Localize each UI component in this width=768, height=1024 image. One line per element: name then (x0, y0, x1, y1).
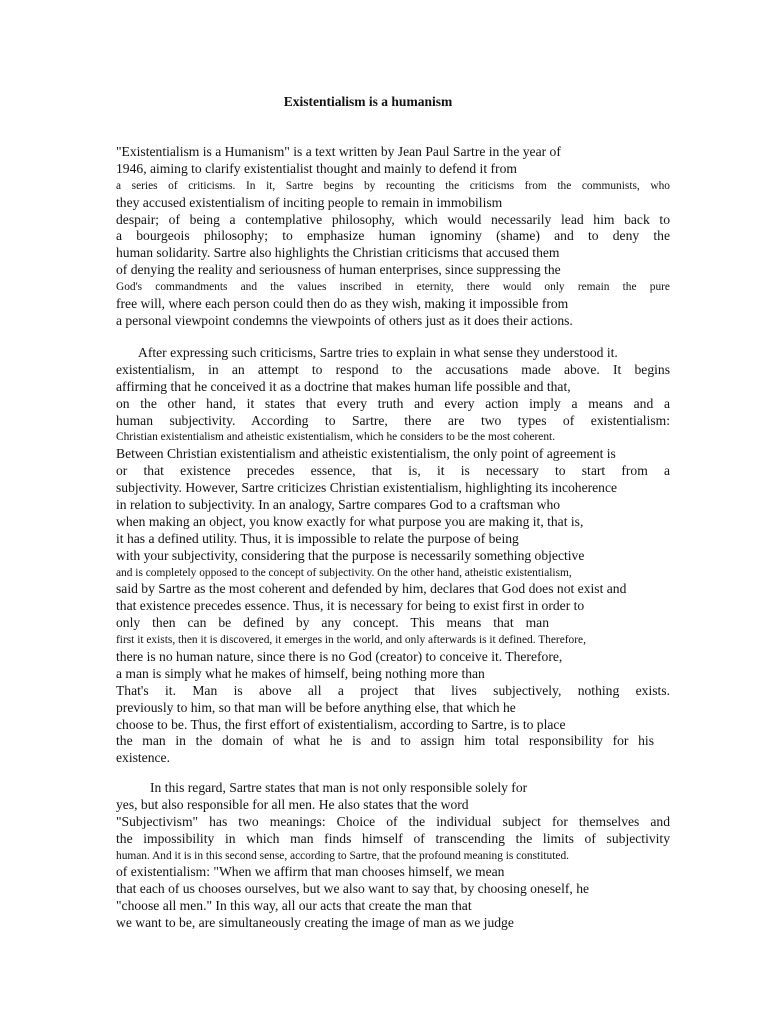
text-line: a man is simply what he makes of himself, being nothing more than (116, 665, 485, 681)
text-line: That's it. Man is above all a project that lives subjectively, nothing exists. (116, 682, 670, 698)
text-line: on the other hand, it states that every truth and every action imply a means and a (116, 395, 670, 411)
paragraph-3 (116, 780, 670, 932)
text-line: the man in the domain of what he is and to assign him total responsibility for his (116, 733, 654, 749)
text-line: existentialism, in an attempt to respond to the accusations made above. It begins (116, 361, 670, 377)
text-line: a bourgeois philosophy; to emphasize human ignominy (shame) and to deny the (116, 228, 670, 244)
text-line: we want to be, are simultaneously creating the image of man as we judge (116, 915, 514, 931)
paragraph-2 (116, 345, 670, 767)
text-line: that each of us chooses ourselves, but we also want to say that, by choosing oneself, he (116, 881, 590, 897)
text-line: In this regard, Sartre states that man is not only responsible solely for (150, 780, 528, 795)
text-line: a personal viewpoint condemns the viewpoints of others just as it does their actions. (116, 312, 573, 328)
text-line: existence. (116, 750, 170, 766)
text-line: 1946, aiming to clarify existentialist thought and mainly to defend it from (116, 160, 517, 176)
text-line: affirming that he conceived it as a doctrine that makes human life possible and that, (116, 378, 571, 394)
text-line: the impossibility in which man finds himself of transcending the limits of subjectivity (116, 830, 670, 846)
text-line: that existence precedes essence. Thus, it is necessary for being to exist first in order to (116, 598, 585, 614)
document-title: Existentialism is a humanism (283, 94, 453, 109)
text-line: Christian existentialism and atheistic existentialism, which he considers to be the most coherent. (116, 431, 556, 444)
text-line: human. And it is in this second sense, according to Sartre, that the profound meaning is constituted. (116, 849, 570, 862)
text-line: choose to be. Thus, the first effort of existentialism, according to Sartre, is to place (116, 716, 566, 732)
text-line: human subjectivity. According to Sartre, there are two types of existentialism: (116, 412, 670, 428)
text-line: they accused existentialism of inciting people to remain in immobilism (116, 194, 503, 210)
text-line: or that existence precedes essence, that is, it is necessary to start from a (116, 463, 670, 479)
text-line: with your subjectivity, considering that the purpose is necessarily something objective (116, 547, 585, 563)
text-line: "choose all men." In this way, all our acts that create the man that (116, 898, 472, 914)
text-line: said by Sartre as the most coherent and defended by him, declares that God does not exist and (116, 581, 627, 597)
text-line: there is no human nature, since there is no God (creator) to conceive it. Therefore, (116, 649, 563, 665)
text-line: subjectivity. However, Sartre criticizes Christian existentialism, highlighting its incoherence (116, 480, 618, 496)
text-line: it has a defined utility. Thus, it is impossible to relate the purpose of being (116, 530, 519, 546)
text-line: yes, but also responsible for all men. He also states that the word (116, 796, 469, 812)
text-line: only then can be defined by any concept. This means that man (116, 615, 549, 631)
text-line: God's commandments and the values inscribed in eternity, there would only remain the pure (116, 281, 670, 294)
text-line: human solidarity. Sartre also highlights the Christian criticisms that accused them (116, 245, 560, 261)
text-line: Between Christian existentialism and atheistic existentialism, the only point of agreement is (116, 446, 616, 462)
text-line: despair; of being a contemplative philosophy, which would necessarily lead him back to (116, 211, 670, 227)
text-line: "Existentialism is a Humanism" is a text written by Jean Paul Sartre in the year of (116, 144, 561, 159)
text-line: previously to him, so that man will be before anything else, that which he (116, 699, 516, 715)
text-line: of denying the reality and seriousness of human enterprises, since suppressing the (116, 262, 561, 278)
text-line: free will, where each person could then do as they wish, making it impossible from (116, 296, 569, 312)
text-line: in relation to subjectivity. In an analogy, Sartre compares God to a craftsman who (116, 497, 561, 513)
paragraph-1 (116, 144, 670, 330)
text-line: a series of criticisms. In it, Sartre begins by recounting the criticisms from the communists, who (116, 179, 670, 192)
text-line: "Subjectivism" has two meanings: Choice of the individual subject for themselves and (116, 813, 670, 829)
text-line: first it exists, then it is discovered, it emerges in the world, and only afterwards is it defined. Therefore, (116, 634, 586, 647)
text-line: when making an object, you know exactly for what purpose you are making it, that is, (116, 513, 584, 529)
text-line: After expressing such criticisms, Sartre tries to explain in what sense they understood it. (138, 345, 618, 360)
text-line: and is completely opposed to the concept of subjectivity. On the other hand, atheistic existentialism, (116, 566, 572, 579)
text-line: of existentialism: "When we affirm that man chooses himself, we mean (116, 864, 505, 880)
